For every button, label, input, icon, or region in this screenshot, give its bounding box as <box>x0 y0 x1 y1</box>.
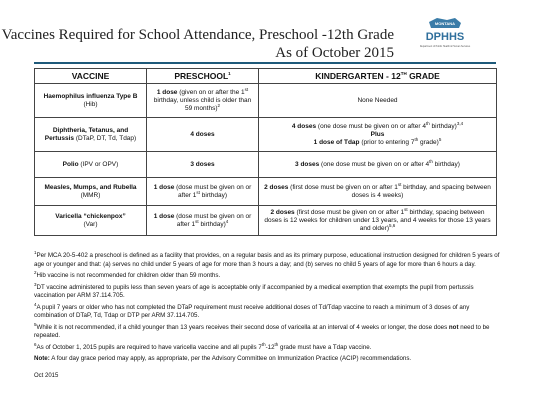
table-row <box>35 206 497 236</box>
superscript: th <box>414 136 419 142</box>
preschool-text: (given on or after the 1 <box>177 88 245 96</box>
preschool-dose: 1 dose <box>153 183 175 191</box>
k12-dose: 3 doses <box>295 160 320 168</box>
footnote-ref: 2 <box>217 102 221 108</box>
footnote-2 <box>34 269 502 281</box>
table-row <box>35 118 497 152</box>
footnote-number: 2 <box>34 269 37 275</box>
k12-text: (first dose must be given on or after 1 <box>294 208 405 216</box>
preschool-dose: 3 doses <box>190 160 215 168</box>
k12-cell <box>259 152 497 178</box>
title-line-2: As of October 2015 <box>275 45 394 61</box>
dphhs-logo <box>419 16 471 54</box>
note-text: A four day grace period may apply, as appropriate, per the Advisory Committee on Immunization Practice (ACIP) recommendations. <box>49 355 412 362</box>
title-line-1: Vaccines Required for School Attendance, Preschool -12th Grade <box>1 27 394 43</box>
footnote-text: -12 <box>265 343 275 351</box>
col-k12-tail: GRADE <box>406 71 440 81</box>
preschool-text: (dose must be given on or after 1 <box>174 212 252 228</box>
footer-date: Oct 2015 <box>34 373 59 379</box>
vaccine-name: Polio <box>62 160 79 168</box>
preschool-text: birthday) <box>199 191 228 199</box>
footnote-ref: 3,4 <box>456 120 464 126</box>
vaccine-name: Measles, Mumps, and Rubella <box>44 183 137 191</box>
col-header-k12 <box>259 69 497 84</box>
preschool-cell <box>147 206 259 236</box>
superscript: st <box>195 218 199 224</box>
vaccine-cell <box>35 152 147 178</box>
superscript: st <box>404 206 408 212</box>
vaccine-abbrev: (IPV or OPV) <box>80 160 119 168</box>
table-header-row <box>35 69 497 84</box>
footnote-text: need to be repeated. <box>34 323 490 339</box>
table-row <box>35 152 497 178</box>
table-row <box>35 178 497 206</box>
k12-text: birthday, spacing between doses is 12 weeks for children under 13 years, and 4 weeks for those 13 years and older) <box>264 208 491 232</box>
vaccine-cell <box>35 178 147 206</box>
k12-text: birthday) <box>429 122 457 130</box>
k12-text: grade) <box>418 138 439 146</box>
footnote-1 <box>34 249 502 269</box>
vaccine-name: Haemophilus influenza Type B <box>43 92 138 100</box>
col-header-preschool <box>147 69 259 84</box>
k12-cell <box>259 178 497 206</box>
superscript: st <box>196 189 200 195</box>
preschool-cell <box>147 152 259 178</box>
preschool-text: birthday, unless child is older than 59 months) <box>153 96 252 112</box>
superscript: th <box>425 120 430 126</box>
vaccine-cell <box>35 84 147 118</box>
vaccine-abbrev: (Var) <box>83 220 98 228</box>
k12-dose: 1 dose of Tdap <box>313 138 360 146</box>
footnote-text: DT vaccine administered to pupils less than seven years of age is acceptable only if accompanied by a medical exemption that exempts the pupil from pertussis vaccination per ARM 37.114.705. <box>34 283 474 299</box>
preschool-dose: 1 dose <box>156 88 178 96</box>
footnote-text: As of October 1, 2015 pupils are required to have varicella vaccine and all pupils 7 <box>36 343 262 351</box>
plus-label: Plus <box>370 130 385 138</box>
vaccine-table <box>34 68 497 236</box>
preschool-cell <box>147 84 259 118</box>
footnote-4 <box>34 301 502 321</box>
k12-text: (first dose must be given on or after 1 <box>288 183 398 191</box>
preschool-dose: 1 dose <box>153 212 175 220</box>
k12-text: birthday, and spacing between doses is 4 weeks) <box>351 183 491 199</box>
table-row <box>35 84 497 118</box>
footnotes <box>34 249 502 367</box>
preschool-text: (dose must be given on or after 1 <box>174 183 252 199</box>
k12-text: (one dose must be given on or after 4 <box>316 122 426 130</box>
footnote-ref: 5,6 <box>389 222 396 228</box>
k12-dose: 2 doses <box>264 183 289 191</box>
superscript: th <box>261 341 266 347</box>
footnote-text: Hib vaccine is not recommended for children older than 59 months. <box>36 272 221 279</box>
footnote-number: 5 <box>34 321 37 327</box>
note-label: Note: <box>34 355 50 362</box>
vaccine-abbrev: (MMR) <box>80 191 101 199</box>
k12-cell <box>259 206 497 236</box>
col-header-vaccine: VACCINE <box>35 69 147 84</box>
header-rule <box>34 62 496 64</box>
superscript: th <box>429 158 433 164</box>
superscript: st <box>244 86 249 92</box>
k12-dose: 4 doses <box>291 122 317 130</box>
superscript: th <box>274 341 279 347</box>
col-preschool-sup: 1 <box>228 71 231 77</box>
logo-text: DPHHS <box>425 31 465 43</box>
superscript: st <box>397 181 402 187</box>
k12-text: (one dose must be given on or after 4 <box>319 160 430 168</box>
vaccine-cell <box>35 206 147 236</box>
note-paragraph <box>34 355 502 364</box>
preschool-cell <box>147 178 259 206</box>
footnote-text: A pupil 7 years or older who has not completed the DTaP requirement must receive additional doses of Td/Tdap vaccine to reach a minimum of 3 doses of any combination of DTaP, Td, Tdap or DTP per ARM 37.114.705. <box>34 303 470 319</box>
col-k12-label: KINDERGARTEN - 12 <box>315 71 401 81</box>
preschool-text: birthday) <box>198 220 226 228</box>
col-preschool-label: PRESCHOOL <box>174 71 229 81</box>
vaccine-abbrev: (Hib) <box>83 100 98 108</box>
vaccine-name: Varicella “chickenpox” <box>55 212 126 220</box>
footnote-number: 4 <box>34 301 37 307</box>
k12-text: birthday) <box>432 160 460 168</box>
document-title <box>2 26 394 62</box>
footnote-6 <box>34 341 502 353</box>
vaccine-cell <box>35 118 147 152</box>
vaccine-abbrev: (DTaP, DT, Td, Tdap) <box>75 134 137 142</box>
footnote-number: 3 <box>34 281 37 287</box>
footnote-number: 6 <box>34 341 37 347</box>
footnote-emphasis: not <box>448 323 459 331</box>
footnote-3 <box>34 281 502 301</box>
k12-text: (prior to entering 7 <box>359 138 415 146</box>
logo-state: MONTANA <box>434 21 456 26</box>
footnote-5 <box>34 321 502 341</box>
k12-cell <box>259 118 497 152</box>
footnote-text: While it is not recommended, if a child younger than 13 years receives their second dose of varicella at an interval of 4 weeks or longer, the dose does <box>36 323 449 331</box>
preschool-cell <box>147 118 259 152</box>
k12-dose: 2 doses <box>270 208 295 216</box>
k12-cell: None Needed <box>259 84 497 118</box>
footnote-text: Per MCA 20-5-402 a preschool is defined as a facility that provides, on a regular basis and as its primary purpose, educational instruction designed for children 5 years of age or younger and that: (a) serves no child under 5 years of age for more than 3 hours a day; and (b) serves no child 5 years of age for more than 6 hours a day. <box>34 252 500 268</box>
footnote-ref: 5 <box>438 136 442 142</box>
logo-sub: Department of Public Health & Human Services <box>419 45 471 48</box>
footnote-ref: 4 <box>225 218 229 224</box>
preschool-dose: 4 doses <box>190 130 215 138</box>
col-k12-sup: TH <box>400 71 407 77</box>
footnote-number: 1 <box>34 249 37 255</box>
vaccine-name: Diphtheria, Tetanus, and Pertussis <box>44 126 129 142</box>
footnote-text: grade must have a Tdap vaccine. <box>278 343 372 351</box>
